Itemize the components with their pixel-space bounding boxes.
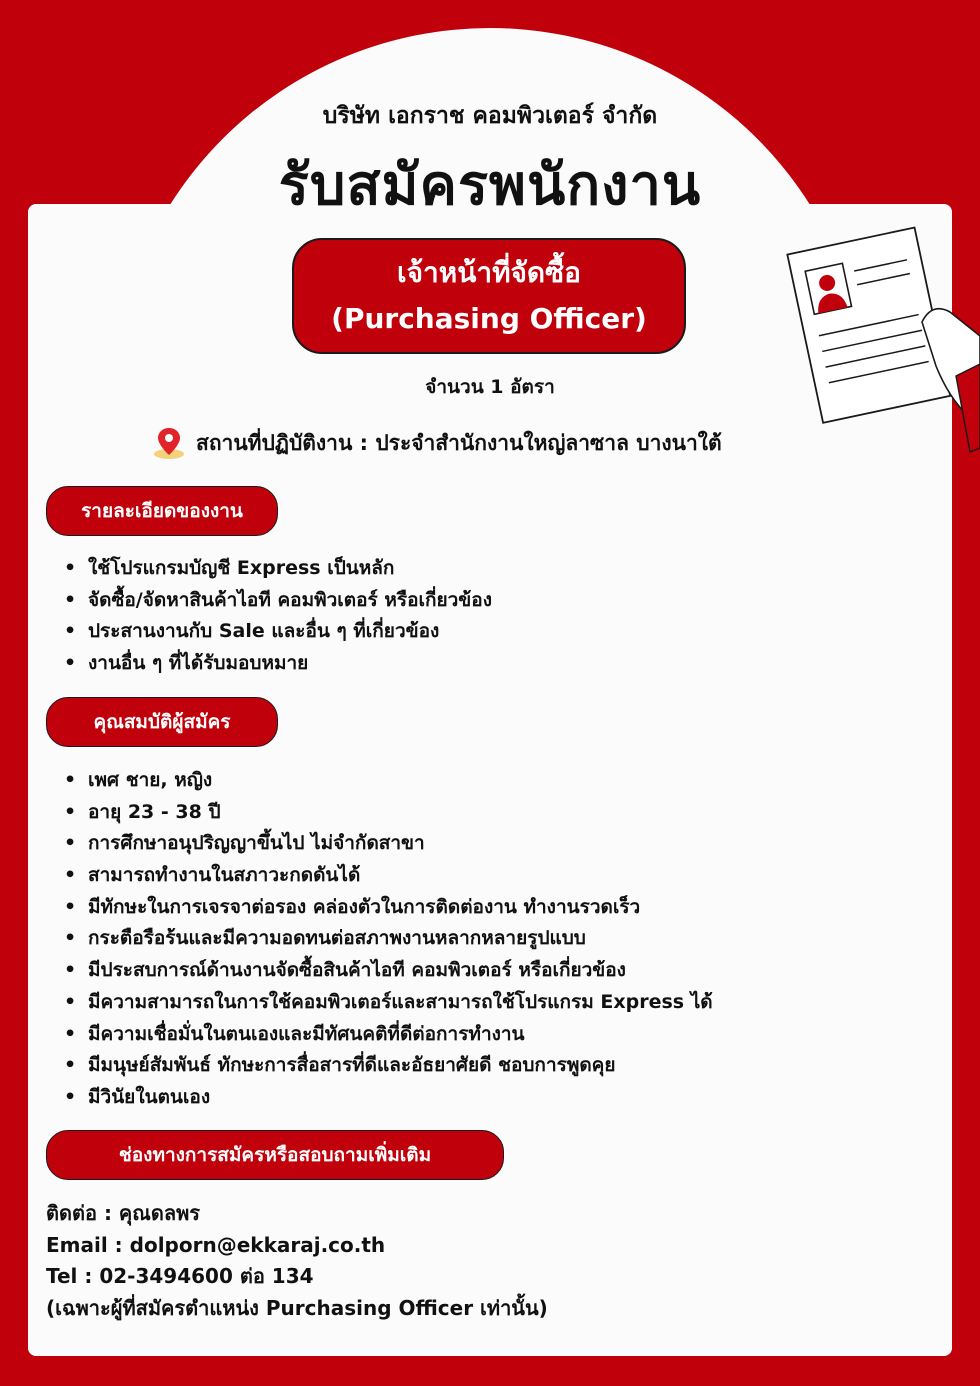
job-details-list xyxy=(64,553,492,680)
list-item: • การศึกษาอนุปริญญาขึ้นไป ไม่จำกัดสาขา xyxy=(64,828,713,860)
contact-person: ติดต่อ : คุณดลพร xyxy=(46,1201,201,1225)
list-item: • มีมนุษย์สัมพันธ์ ทักษะการสื่อสารที่ดีและอัธยาศัยดี ชอบการพูดคุย xyxy=(64,1050,713,1082)
list-item: • กระตือรือร้นและมีความอดทนต่อสภาพงานหลากหลายรูปแบบ xyxy=(64,923,713,955)
work-location-text: สถานที่ปฏิบัติงาน : ประจำสำนักงานใหญ่ลาซาล บางนาใต้ xyxy=(196,430,722,455)
list-item: • เพศ ชาย, หญิง xyxy=(64,765,713,797)
list-item: • อายุ 23 - 38 ปี xyxy=(64,797,713,829)
contact-heading: ช่องทางการสมัครหรือสอบถามเพิ่มเติม xyxy=(46,1130,504,1180)
resume-illustration xyxy=(786,226,980,462)
company-name: บริษัท เอกราช คอมพิวเตอร์ จำกัด xyxy=(322,103,658,129)
map-pin-icon xyxy=(152,425,186,461)
job-details-heading: รายละเอียดของงาน xyxy=(46,486,278,536)
list-item: • มีความเชื่อมั่นในตนเองและมีทัศนคติที่ดีต่อการทำงาน xyxy=(64,1019,713,1051)
list-item: • มีทักษะในการเจรจาต่อรอง คล่องตัวในการติดต่องาน ทำงานรวดเร็ว xyxy=(64,892,713,924)
position-title-box xyxy=(292,238,686,354)
qualifications-heading: คุณสมบัติผู้สมัคร xyxy=(46,697,278,747)
list-item: • มีความสามารถในการใช้คอมพิวเตอร์และสามารถใช้โปรแกรม Express ได้ xyxy=(64,987,713,1019)
contact-phone: Tel : 02-3494600 ต่อ 134 xyxy=(46,1264,314,1288)
qualifications-list xyxy=(64,765,713,1114)
opening-count: จำนวน 1 อัตรา xyxy=(425,376,555,398)
list-item: • จัดซื้อ/จัดหาสินค้าไอที คอมพิวเตอร์ หรือเกี่ยวข้อง xyxy=(64,585,492,617)
contact-info xyxy=(46,1198,548,1324)
page-title: รับสมัครพนักงาน xyxy=(278,153,702,218)
position-title-en: (Purchasing Officer) xyxy=(331,302,647,335)
list-item: • สามารถทำงานในสภาวะกดดันได้ xyxy=(64,860,713,892)
contact-note: (เฉพาะผู้ที่สมัครตำแหน่ง Purchasing Officer เท่านั้น) xyxy=(46,1295,548,1320)
list-item: • ประสานงานกับ Sale และอื่น ๆ ที่เกี่ยวข้อง xyxy=(64,616,492,648)
contact-email: Email : dolporn@ekkaraj.co.th xyxy=(46,1232,386,1257)
work-location xyxy=(152,424,722,462)
list-item: • มีวินัยในตนเอง xyxy=(64,1082,713,1114)
list-item: • งานอื่น ๆ ที่ได้รับมอบหมาย xyxy=(64,648,492,680)
list-item: • ใช้โปรแกรมบัญชี Express เป็นหลัก xyxy=(64,553,492,585)
list-item: • มีประสบการณ์ด้านงานจัดซื้อสินค้าไอที คอมพิวเตอร์ หรือเกี่ยวข้อง xyxy=(64,955,713,987)
position-title-th: เจ้าหน้าที่จัดซื้อ xyxy=(397,256,581,289)
